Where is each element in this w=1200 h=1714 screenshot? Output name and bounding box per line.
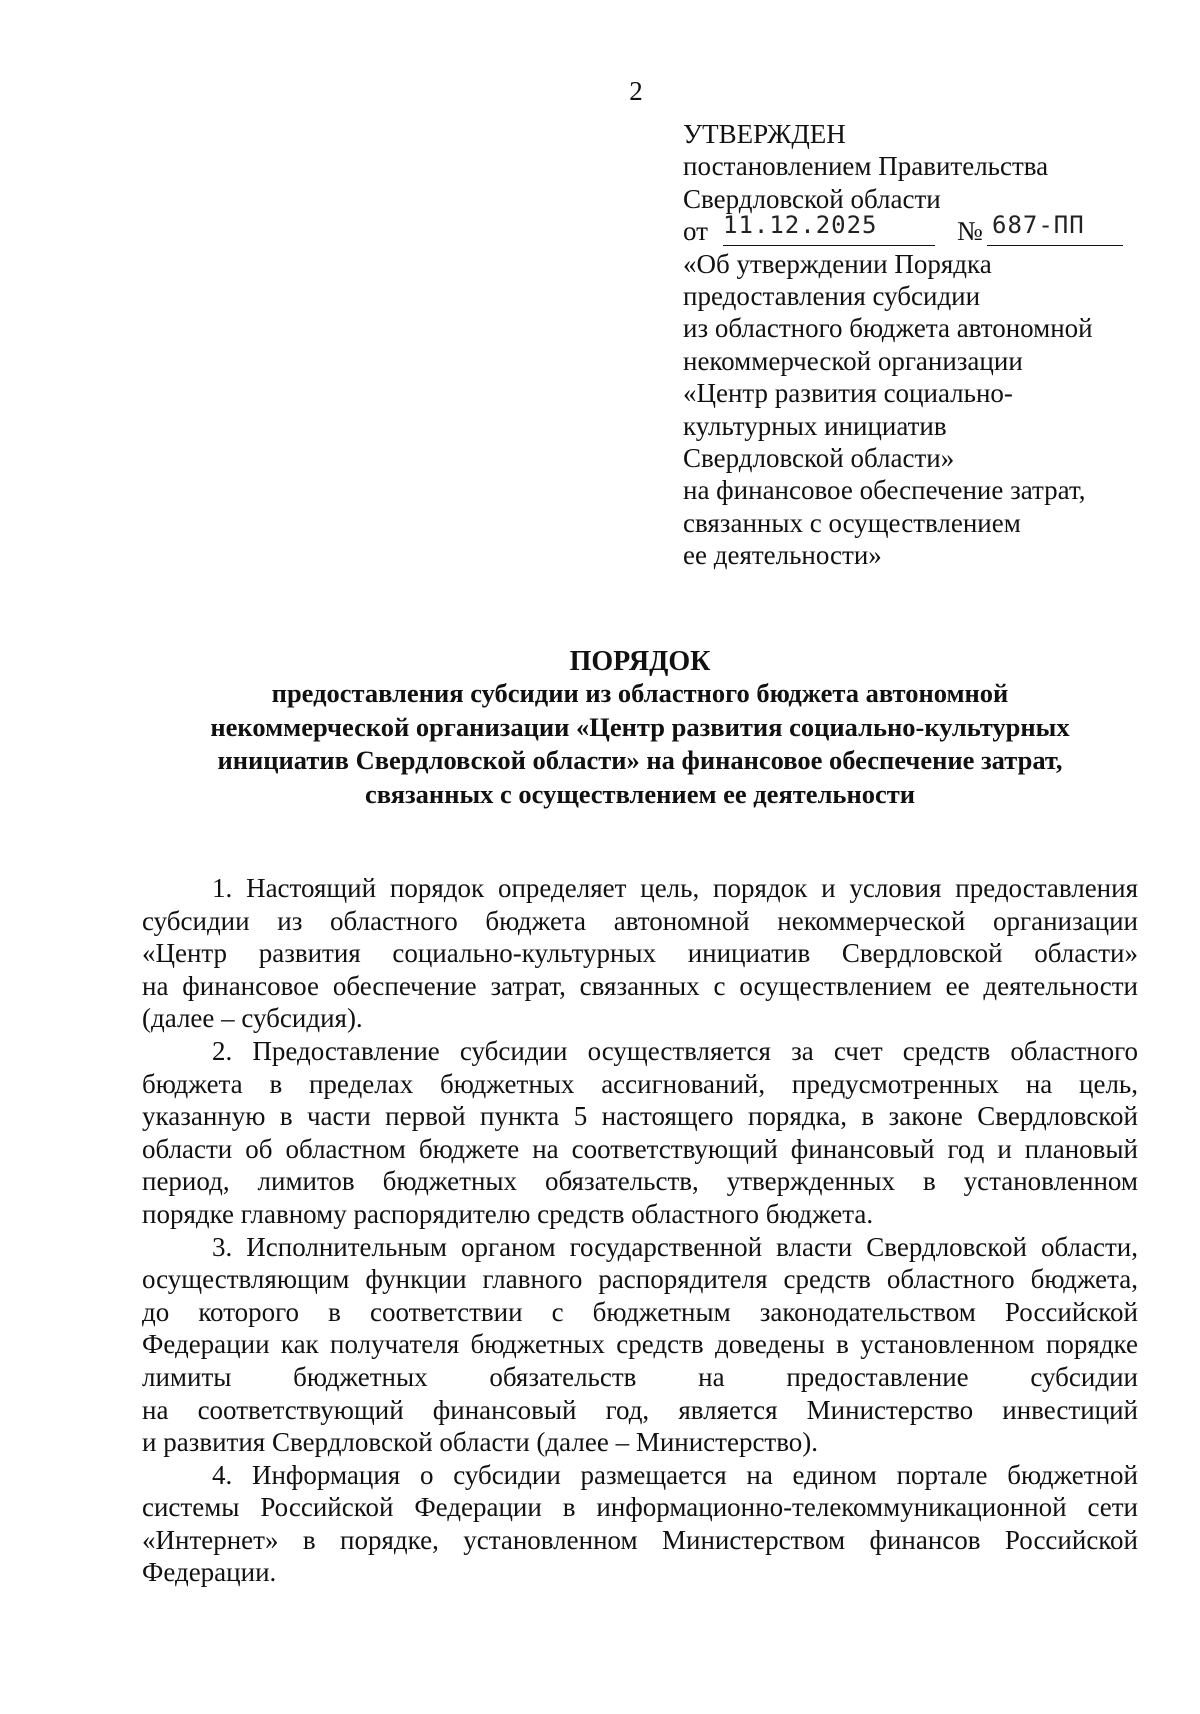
subtitle-line: некоммерческой организации «Центр развития социально-культурных (210, 711, 1070, 742)
paragraph-3-line: до которого в соответствии с бюджетным законодательством Российской (142, 1296, 1138, 1327)
paragraph-2-line: порядке главному распорядителю средств областного бюджета. (142, 1198, 874, 1229)
approval-title-line: связанных с осуществлением (683, 507, 1021, 538)
approval-title-line: предоставления субсидии (683, 281, 981, 312)
paragraph-1-line: субсидии из областного бюджета автономной некоммерческой организации (142, 905, 1138, 936)
paragraph-3-line: лимиты бюджетных обязательств на предоставление субсидии (142, 1361, 1138, 1392)
subtitle-line: предоставления субсидии из областного бюджета автономной (271, 678, 1009, 708)
approval-block (683, 118, 1163, 572)
paragraph-2-line: бюджета в пределах бюджетных ассигнований, предусмотренных на цель, (142, 1068, 1138, 1099)
approval-title-line: Свердловской области» (683, 443, 955, 474)
document-body (142, 872, 1138, 1589)
paragraph-4-line: «Интернет» в порядке, установленном Министерством финансов Российской (142, 1524, 1138, 1555)
paragraph-4-line: системы Российской Федерации в информационно-телекоммуникационной сети (142, 1492, 1138, 1523)
page-number: 2 (629, 76, 643, 106)
paragraph-2-line: указанную в части первой пункта 5 настоящего порядка, в законе Свердловской (142, 1101, 1138, 1132)
approval-title-line: из областного бюджета автономной (683, 313, 1093, 344)
paragraph-4-line: 4. Информация о субсидии размещается на едином портале бюджетной (212, 1459, 1138, 1490)
paragraph-2-line: период, лимитов бюджетных обязательств, утвержденных в установленном (142, 1166, 1138, 1197)
document-title: ПОРЯДОК (569, 646, 711, 677)
approval-title-line: «Об утверждении Порядка (683, 248, 992, 279)
approval-title-line: на финансовое обеспечение затрат, (683, 475, 1086, 506)
paragraph-1-line: (далее – субсидия). (142, 1003, 363, 1034)
approval-date: 11.12.2025 (723, 211, 878, 240)
paragraph-1-line: «Центр развития социально-культурных инициатив Свердловской области» (142, 938, 1138, 969)
approval-heading: УТВЕРЖДЕН (683, 119, 846, 149)
approval-line: постановлением Правительства (683, 151, 1049, 182)
subtitle-line: инициатив Свердловской области» на финансовое обеспечение затрат, (217, 745, 1063, 775)
paragraph-4-line: Федерации. (142, 1557, 277, 1588)
paragraph-1-line: 1. Настоящий порядок определяет цель, порядок и условия предоставления (212, 873, 1138, 903)
approval-title-line: «Центр развития социально- (683, 378, 1013, 409)
paragraph-3-line: и развития Свердловской области (далее – Министерство). (142, 1427, 819, 1458)
approval-title-line: культурных инициатив (683, 410, 947, 441)
approval-line: Свердловской области (683, 183, 941, 214)
paragraph-3-line: 3. Исполнительным органом государственной власти Свердловской области, (212, 1231, 1138, 1262)
paragraph-3-line: на соответствующий финансовый год, является Министерство инвестиций (142, 1394, 1138, 1425)
paragraph-1-line: на финансовое обеспечение затрат, связанных с осуществлением ее деятельности (142, 970, 1138, 1001)
paragraph-3-line: осуществляющим функции главного распорядителя средств областного бюджета, (142, 1264, 1138, 1295)
document-subtitle (0, 677, 1200, 811)
approval-title-line: некоммерческой организации (683, 345, 1023, 376)
paragraph-3-line: Федерации как получателя бюджетных средств доведены в установленном порядке (142, 1329, 1138, 1360)
paragraph-2-line: 2. Предоставление субсидии осуществляется за счет средств областного (212, 1035, 1138, 1066)
number-label: № (957, 216, 983, 247)
date-number-row (683, 211, 1163, 247)
date-prefix: от (683, 216, 708, 247)
approval-title-line: ее деятельности» (683, 540, 882, 571)
approval-number: 687-ПП (992, 211, 1085, 240)
subtitle-line: связанных с осуществлением ее деятельности (364, 778, 916, 809)
paragraph-2-line: области об областном бюджете на соответствующий финансовый год и плановый (142, 1133, 1138, 1164)
